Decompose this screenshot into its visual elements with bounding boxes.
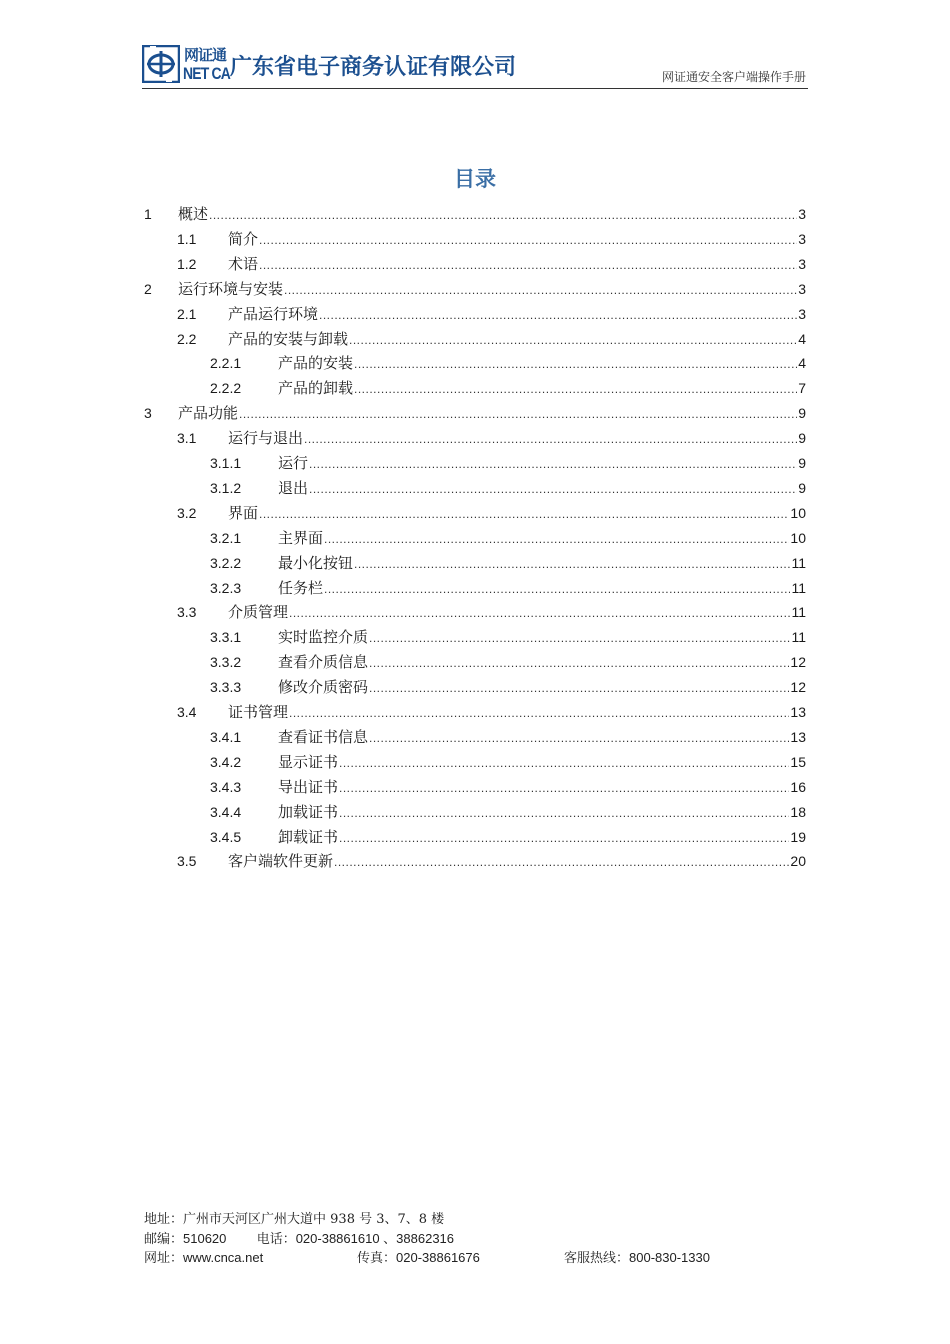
toc-entry[interactable]	[210, 801, 806, 821]
netca-logo-icon	[142, 45, 180, 83]
toc-entry-page: 12	[790, 654, 806, 671]
toc-entry-number: 3.3.3	[210, 679, 242, 696]
logo-english-text: NET CA	[183, 64, 230, 83]
toc-entry-number: 3.2	[177, 504, 197, 521]
toc-entry-page: 13	[790, 728, 806, 745]
hotline-value: 800-830-1330	[629, 1250, 710, 1265]
toc-entry-number: 3.2.2	[210, 554, 242, 571]
toc-entry-label: 证书管理	[228, 703, 289, 721]
toc-entry[interactable]	[210, 477, 806, 497]
toc-entry[interactable]	[177, 253, 806, 273]
toc-entry-number: 1	[144, 206, 152, 222]
toc-dot-leader	[289, 606, 790, 620]
toc-entry-page: 11	[791, 604, 806, 621]
toc-entry[interactable]	[144, 278, 806, 298]
toc-entry-page: 3	[798, 230, 806, 247]
toc-dot-leader	[339, 756, 789, 770]
toc-entry-page: 9	[798, 430, 806, 447]
toc-entry-label: 查看介质信息	[278, 653, 369, 672]
toc-entry[interactable]	[177, 502, 806, 522]
toc-entry-label: 简介	[228, 229, 259, 248]
toc-entry-number: 1.2	[177, 255, 197, 272]
toc-dot-leader	[369, 731, 789, 745]
document-title: 网证通安全客户端操作手册	[661, 70, 806, 84]
fax-value: 020-38861676	[396, 1250, 480, 1265]
toc-entry[interactable]	[144, 402, 806, 422]
toc-entry-page: 9	[798, 405, 806, 422]
toc-entry-label: 运行	[278, 454, 309, 472]
toc-dot-leader	[239, 407, 797, 421]
toc-entry[interactable]	[210, 352, 806, 372]
toc-dot-leader	[339, 806, 789, 820]
website-link[interactable]: www.cnca.net	[183, 1250, 264, 1265]
toc-entry-page: 9	[798, 479, 806, 496]
toc-entry-page: 9	[798, 455, 806, 471]
toc-entry-number: 3.3.1	[210, 629, 242, 646]
footer-address-line	[144, 1208, 444, 1226]
toc-entry-page: 7	[798, 380, 806, 397]
toc-entry-number: 3.4.2	[210, 753, 242, 770]
toc-entry[interactable]	[210, 377, 806, 397]
toc-entry[interactable]	[210, 577, 806, 597]
toc-dot-leader	[354, 357, 797, 371]
footer-web-line	[144, 1247, 804, 1265]
toc-entry[interactable]	[177, 228, 806, 248]
toc-entry-label: 查看证书信息	[278, 727, 369, 746]
toc-entry-number: 2.2.1	[210, 355, 242, 372]
toc-dot-leader	[309, 457, 797, 471]
toc-dot-leader	[209, 208, 797, 222]
address-value: 广州市天河区广州大道中 938 号 3、7、8 楼	[183, 1212, 445, 1227]
toc-entry-number: 3.4.4	[210, 803, 242, 820]
toc-entry-page: 3	[798, 280, 806, 297]
toc-entry-number: 1.1	[177, 230, 197, 247]
toc-entry-number: 3.2.1	[210, 529, 242, 546]
toc-dot-leader	[369, 656, 789, 670]
toc-dot-leader	[339, 831, 789, 845]
toc-entry-number: 3.1.1	[210, 455, 242, 471]
toc-entry-page: 19	[790, 828, 806, 845]
toc-entry[interactable]	[210, 626, 806, 646]
toc-entry-label: 显示证书	[278, 752, 339, 771]
toc-entry-label: 产品的卸载	[278, 379, 354, 398]
toc-entry-label: 修改介质密码	[278, 678, 369, 697]
toc-entry-number: 2.2	[177, 330, 197, 347]
phone-label: 电话：	[256, 1232, 296, 1247]
toc-entry-label: 界面	[228, 503, 259, 522]
toc-entry-page: 11	[791, 554, 806, 571]
toc-entry[interactable]	[210, 751, 806, 771]
toc-dot-leader	[339, 781, 789, 795]
toc-entry-page: 3	[798, 255, 806, 272]
toc-title: 目录	[454, 167, 496, 191]
toc-dot-leader	[319, 308, 797, 322]
toc-dot-leader	[334, 855, 789, 869]
toc-entry-label: 运行环境与安装	[178, 279, 284, 298]
toc-entry-page: 12	[790, 679, 806, 696]
toc-entry-page: 15	[790, 753, 806, 770]
toc-entry-number: 3.1	[177, 430, 197, 447]
toc-entry-number: 3.4	[177, 704, 197, 720]
toc-entry-label: 实时监控介质	[278, 628, 369, 647]
toc-entry-page: 18	[790, 803, 806, 820]
toc-entry-number: 3.4.3	[210, 778, 242, 795]
toc-dot-leader	[304, 432, 797, 446]
toc-entry-page: 3	[798, 206, 806, 222]
toc-entry-label: 主界面	[278, 528, 324, 547]
toc-entry-label: 客户端软件更新	[228, 852, 334, 871]
toc-entry[interactable]	[144, 203, 806, 223]
toc-entry-number: 3.4.1	[210, 728, 242, 745]
toc-entry-label: 加载证书	[278, 802, 339, 821]
footer-contact-line	[144, 1228, 454, 1246]
toc-dot-leader	[309, 482, 797, 496]
toc-entry-label: 最小化按钮	[278, 553, 354, 572]
toc-dot-leader	[349, 333, 797, 347]
toc-entry-label: 退出	[278, 478, 309, 497]
website-label: 网址：	[144, 1251, 184, 1266]
toc-entry-number: 3.1.2	[210, 479, 242, 496]
toc-entry-label: 产品功能	[178, 404, 239, 423]
toc-entry-number: 2	[144, 280, 152, 297]
toc-entry-number: 3.3.2	[210, 654, 242, 671]
toc-dot-leader	[289, 706, 789, 720]
toc-entry-number: 2.1	[177, 305, 197, 322]
toc-dot-leader	[369, 631, 790, 645]
toc-entry[interactable]	[177, 427, 806, 447]
toc-entry[interactable]	[210, 826, 806, 846]
toc-dot-leader	[259, 258, 797, 272]
toc-entry[interactable]	[177, 601, 806, 621]
toc-entry[interactable]	[210, 527, 806, 547]
toc-entry-label: 运行与退出	[228, 429, 304, 448]
postcode-label: 邮编：	[144, 1232, 184, 1247]
toc-entry-page: 4	[798, 330, 806, 347]
toc-dot-leader	[354, 557, 790, 571]
toc-entry[interactable]	[210, 776, 806, 796]
toc-entry[interactable]	[210, 726, 806, 746]
toc-entry-number: 2.2.2	[210, 380, 242, 397]
toc-entry-label: 术语	[228, 254, 259, 273]
toc-entry-label: 产品的安装与卸载	[228, 329, 349, 348]
toc-entry-page: 3	[798, 305, 806, 322]
toc-entry-label: 介质管理	[228, 603, 289, 622]
toc-dot-leader	[259, 233, 797, 247]
toc-entry-page: 16	[790, 778, 806, 795]
address-label: 地址：	[144, 1212, 184, 1227]
toc-entry-page: 11	[791, 579, 806, 596]
toc-entry[interactable]	[210, 452, 806, 472]
toc-dot-leader	[324, 582, 790, 596]
phone-value: 020-38861610 、38862316	[295, 1231, 455, 1246]
toc-entry-page: 4	[798, 355, 806, 372]
toc-dot-leader	[284, 283, 797, 297]
company-name: 广东省电子商务认证有限公司	[230, 55, 517, 80]
postcode-value: 510620	[183, 1231, 227, 1246]
logo-chinese-text: 网证通	[184, 46, 227, 64]
toc-entry-number: 3.4.5	[210, 828, 242, 845]
toc-entry-label: 产品运行环境	[228, 304, 319, 323]
toc-entry-number: 3.2.3	[210, 579, 242, 596]
toc-entry-page: 13	[790, 704, 806, 720]
toc-entry-page: 10	[790, 529, 806, 546]
toc-dot-leader	[259, 507, 789, 521]
toc-entry[interactable]	[210, 552, 806, 572]
toc-dot-leader	[324, 532, 789, 546]
toc-entry[interactable]	[177, 850, 806, 870]
page-header	[142, 42, 808, 89]
toc-dot-leader	[354, 382, 797, 396]
toc-entry[interactable]	[210, 651, 806, 671]
toc-entry-label: 产品的安装	[278, 354, 354, 373]
toc-entry-label: 卸载证书	[278, 827, 339, 846]
toc-entry-page: 20	[790, 853, 806, 870]
toc-entry[interactable]	[177, 303, 806, 323]
toc-entry[interactable]	[177, 328, 806, 348]
toc-entry-label: 导出证书	[278, 777, 339, 796]
toc-entry-label: 概述	[178, 205, 209, 223]
toc-entry[interactable]	[177, 701, 806, 721]
fax-label: 传真：	[357, 1251, 397, 1266]
hotline-label: 客服热线：	[564, 1251, 630, 1266]
toc-entry-number: 3.3	[177, 604, 197, 621]
toc-entry-number: 3.5	[177, 853, 197, 870]
toc-dot-leader	[369, 681, 789, 695]
toc-entry-number: 3	[144, 405, 152, 422]
toc-entry-page: 11	[791, 629, 806, 646]
toc-entry[interactable]	[210, 676, 806, 696]
toc-entry-page: 10	[790, 504, 806, 521]
toc-entry-label: 任务栏	[278, 578, 324, 597]
